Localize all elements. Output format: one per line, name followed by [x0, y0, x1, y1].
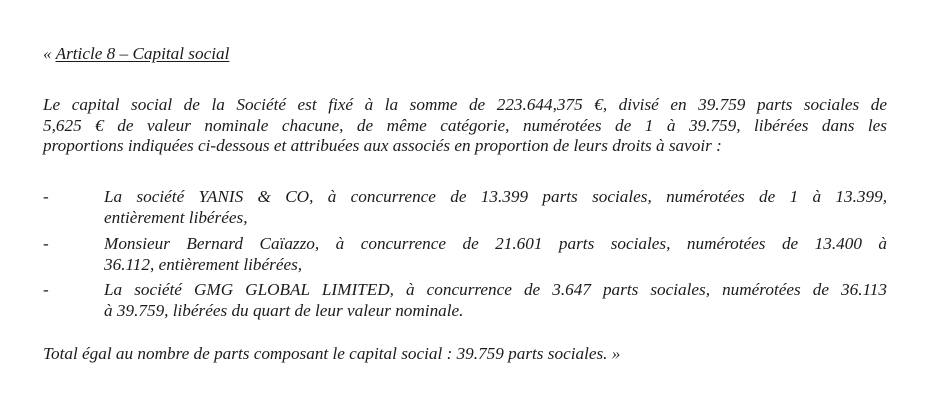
bullet-dash: -: [43, 187, 49, 206]
shareholder-text: [104, 280, 887, 321]
intro-line: proportions indiquées ci-dessous et attribuées aux associés en proportion de leurs droits à savoir :: [43, 136, 722, 155]
bullet-dash: -: [43, 234, 49, 253]
shareholder-text: [104, 187, 887, 228]
shareholder-text: [104, 234, 887, 275]
shareholder-line: 36.112, entièrement libérées,: [104, 254, 303, 274]
intro-line: Le capital social de la Société est fixé à la somme de 223.644,375 €, divisé en 39.759 parts sociales de: [43, 95, 887, 114]
shareholder-line: entièrement libérées,: [104, 207, 248, 227]
shareholder-line: La société YANIS & CO, à concurrence de 13.399 parts sociales, numérotées de 1 à 13.399,: [104, 187, 887, 206]
bullet-dash: -: [43, 280, 49, 299]
intro-paragraph: [43, 95, 887, 157]
intro-line: 5,625 € de valeur nominale chacune, de même catégorie, numérotées de 1 à 39.759, libérées dans les: [43, 115, 887, 135]
article-heading: [43, 44, 229, 64]
opening-quote: «: [43, 44, 56, 63]
shareholder-line: La société GMG GLOBAL LIMITED, à concurrence de 3.647 parts sociales, numérotées de 36.113: [104, 280, 887, 299]
shareholder-line: Monsieur Bernard Caïazzo, à concurrence de 21.601 parts sociales, numérotées de 13.400 à: [104, 234, 887, 253]
total-statement: Total égal au nombre de parts composant le capital social : 39.759 parts sociales. »: [43, 344, 621, 363]
shareholder-line: à 39.759, libérées du quart de leur valeur nominale.: [104, 300, 464, 320]
article-title: Article 8 – Capital social: [55, 44, 230, 63]
